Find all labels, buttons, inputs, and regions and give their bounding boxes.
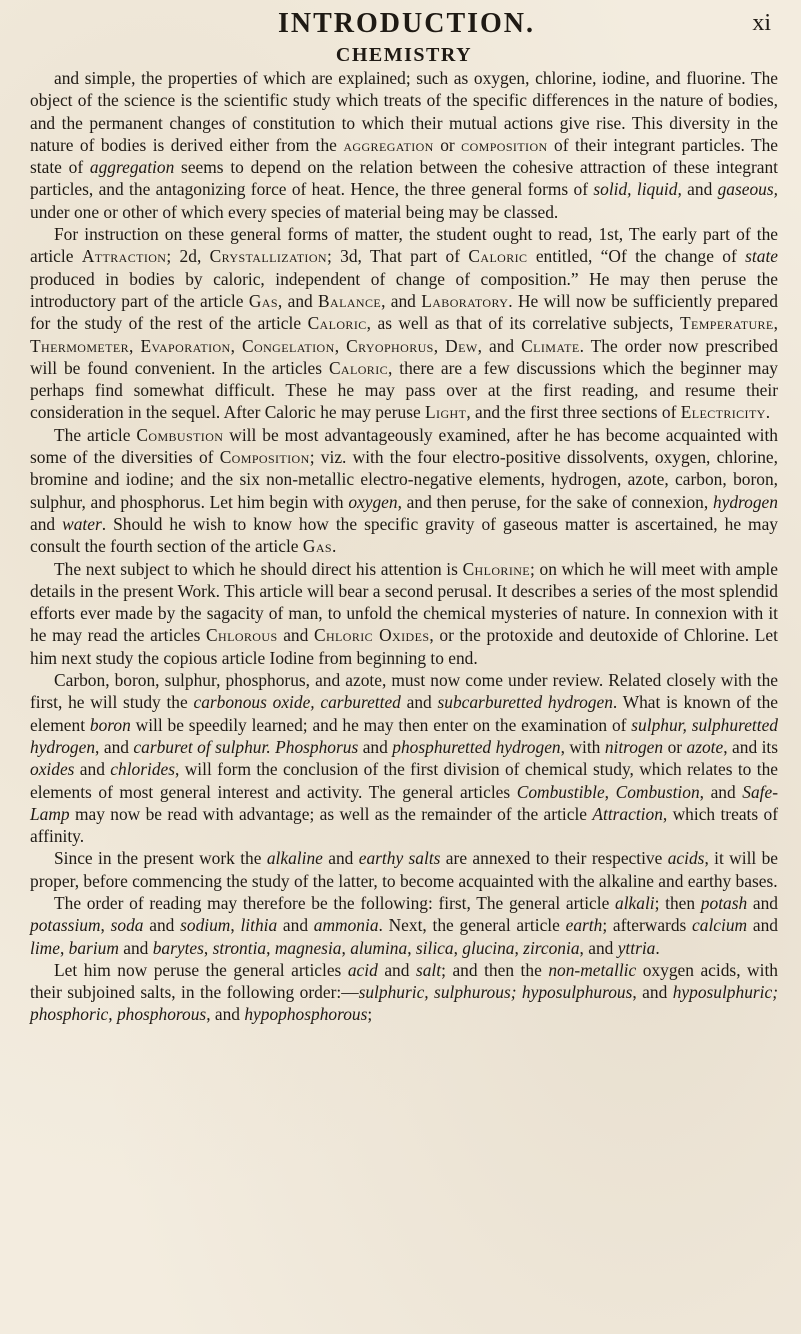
text-run: , and <box>579 937 618 958</box>
text-run: , <box>129 335 141 356</box>
text-run: ammonia <box>313 915 379 936</box>
text-run: Combustion <box>136 424 224 445</box>
text-run: , and <box>381 290 422 311</box>
text-run: chlorides <box>110 759 176 780</box>
text-run: The order of reading may therefore be the following: first, The general article <box>54 892 615 913</box>
paragraph <box>30 669 778 847</box>
text-run: Cryophorus <box>346 335 434 356</box>
text-run: , <box>604 781 616 802</box>
text-run: seems to depend on the relation between the cohesive attraction of these integrant particles, and the antagonizing force of heat. Hence, the three general forms of <box>30 157 778 200</box>
text-run: azote <box>686 736 724 757</box>
text-run: Attraction <box>592 803 663 824</box>
running-head <box>36 8 777 38</box>
text-run: , as well as that of its correlative subjects, <box>366 313 680 334</box>
text-run: calcium <box>692 915 748 936</box>
text-run: soda <box>110 915 144 936</box>
text-run: , will form the conclusion of the first division of chemical study, which relates to the elements of most general interest and activity. The general articles <box>30 759 778 802</box>
text-run: Laboratory <box>421 290 509 311</box>
paragraph <box>30 892 778 959</box>
text-run: gaseous, <box>717 179 778 200</box>
text-run: Electricity <box>680 402 766 423</box>
text-run: Crystallization <box>209 246 327 267</box>
text-run: lime <box>30 937 60 958</box>
text-run: Attraction <box>81 246 167 267</box>
text-run: hyposulphuric; phosphoric, phosphorous <box>30 982 778 1025</box>
text-run: , and <box>277 290 319 311</box>
text-run: and simple, the properties of which are explained; such as oxygen, chlorine, iodine, and fluorine. The object of the science is <box>30 68 778 111</box>
text-run: earth <box>565 915 603 936</box>
text-run: strontia <box>212 937 267 958</box>
text-run: magnesia <box>274 937 342 958</box>
text-run: and <box>377 959 416 980</box>
text-run: water <box>62 513 102 534</box>
text-run: and <box>74 759 111 780</box>
paragraph <box>30 959 778 1026</box>
text-run: Caloric <box>328 357 389 378</box>
text-run: sulphuric, sulphurous; hyposulphurous <box>358 982 633 1003</box>
text-run: glucina <box>462 937 515 958</box>
text-run: , <box>266 937 275 958</box>
text-run: composition <box>461 134 548 155</box>
text-run: , and the first three sections of <box>466 402 681 423</box>
paragraph <box>30 67 778 223</box>
text-run: . He will now be sufficiently prepared for the study of the rest of the article <box>30 290 778 334</box>
text-run: solid, liquid, <box>593 179 682 200</box>
text-run: , <box>230 915 241 936</box>
text-run: of their integrant particles. The state of <box>30 134 778 178</box>
text-run: , <box>203 937 213 958</box>
text-run: , there are a few discussions which the beginner may perhaps find somewhat difficult. These he may pass over at the first reading, and resume their consideration in the sequel. After Caloric he may peruse <box>30 357 779 423</box>
text-run: ; afterwards <box>602 915 693 936</box>
text-run: nitrogen <box>604 736 664 757</box>
text-run: silica <box>415 937 454 958</box>
text-run: potash <box>700 892 748 913</box>
text-run: , <box>334 335 347 356</box>
text-run: Thermometer <box>30 335 130 356</box>
text-run: , and <box>206 1004 245 1025</box>
text-run: Safe-Lamp <box>30 781 778 824</box>
text-run: aggregation <box>343 134 434 155</box>
text-run: . The order now prescribed will be found convenient. In the articles <box>30 335 778 378</box>
text-run: . <box>655 937 660 958</box>
text-run: , <box>341 937 351 958</box>
text-run: ; then <box>654 892 701 913</box>
text-run: For instruction on these general forms of matter, the student ought to read, 1st, The early part of the article <box>30 224 778 267</box>
text-run: Temperature <box>679 313 774 334</box>
paragraph <box>30 223 778 424</box>
text-run: Caloric <box>307 313 367 334</box>
text-run: carbonous oxide, carburetted <box>193 692 401 713</box>
text-run: Light <box>425 402 467 423</box>
text-run: aggregation <box>89 157 175 178</box>
text-run: phosphuretted hydrogen <box>392 736 561 757</box>
text-run: and <box>358 736 393 757</box>
text-run: , <box>230 335 243 356</box>
text-run: , <box>453 937 463 958</box>
text-run: , and its <box>723 736 779 757</box>
text-run: salt <box>415 959 442 980</box>
page-number: xi <box>752 10 771 36</box>
text-run: Chloric Oxides <box>313 625 430 646</box>
text-run: Combustion <box>615 781 700 802</box>
text-run: , and <box>699 781 743 802</box>
text-run: entitled, “Of the change of <box>527 246 746 267</box>
text-run: acid <box>347 959 378 980</box>
text-run: , <box>407 937 416 958</box>
running-title: INTRODUCTION. <box>277 8 536 39</box>
text-run: . <box>765 402 771 423</box>
text-run: , <box>514 937 524 958</box>
text-run: Let him now peruse the general articles <box>54 959 348 980</box>
text-run: the <box>197 90 224 111</box>
text-run: Climate <box>521 335 580 356</box>
text-run: lithia <box>240 915 278 936</box>
paragraph <box>30 847 778 892</box>
text-run: and <box>118 937 153 958</box>
text-run: Caloric <box>468 246 528 267</box>
text-run: ; 2d, <box>166 246 210 267</box>
text-run: . Should he wish to know how the specific gravity of gaseous matter is ascertained, he may consult the fourth section of the article <box>30 513 778 557</box>
text-run: barium <box>68 937 119 958</box>
text-run: , or the protoxide and deutoxide of Chlorine. Let him next study the copious article Iodine from beginning to end. <box>30 625 778 668</box>
text-run: Evaporation <box>140 335 231 356</box>
text-run: . Next, the general article <box>378 915 566 936</box>
paragraph <box>30 424 778 558</box>
text-run: , it will be proper, before commencing the study of the latter, to become acquainted with the alkaline and earthy bases. <box>30 848 779 891</box>
text-run: and <box>277 915 314 936</box>
text-run: , and <box>632 982 673 1003</box>
text-run: sulphur, sulphuretted hydrogen <box>30 714 778 757</box>
text-run: and <box>681 179 718 200</box>
text-run: , and <box>95 736 134 757</box>
text-run: ; <box>367 1004 373 1025</box>
text-run: Gas <box>248 290 278 311</box>
text-run: acids <box>667 848 705 869</box>
text-run: Congelation <box>242 335 335 356</box>
text-run: Balance <box>318 290 382 311</box>
text-run: and <box>30 513 63 534</box>
text-run: zirconia <box>523 937 580 958</box>
text-run: , <box>773 313 779 334</box>
text-run: , with <box>560 736 605 757</box>
text-run: and <box>322 848 359 869</box>
text-run: yttria <box>617 937 656 958</box>
text-run: oxygen <box>348 491 398 512</box>
text-run: and <box>277 625 314 646</box>
text-run: non-metallic <box>548 959 637 980</box>
text-run: alumina <box>350 937 408 958</box>
text-run: will be most advantageously examined, after he has become acquainted with some of the diversities of <box>30 424 778 468</box>
text-run: oxygen acids, with their subjoined salts, in the following order:— <box>30 959 778 1003</box>
text-run: , which treats of affinity. <box>30 803 778 847</box>
text-run: under one or other of which every species of material being may be classed. <box>30 201 559 222</box>
text-run: , <box>59 937 69 958</box>
text-run: , <box>100 915 111 936</box>
text-run: earthy salts <box>358 848 441 869</box>
text-run: produced in bodies by caloric, independent of change of composition.” He may then peruse the introductory part of the article <box>30 268 778 311</box>
text-run: carburet of sulphur. Phosphorus <box>133 736 359 757</box>
text-run: state <box>745 246 779 267</box>
text-run: Composition <box>219 447 310 468</box>
text-run: Chlorine <box>462 558 531 579</box>
text-run: subcarburetted hydrogen <box>437 692 613 713</box>
body-text <box>30 44 778 1026</box>
text-run: ; on which he will meet with ample details in the present Work. This article will bear a second perusal. It describes a series of the most splendid efforts ever made by the sagacity of man, to unfold the chemical mysteries of nature. In connexion with it he may read the articles <box>30 558 778 646</box>
text-run: ; and then the <box>441 959 549 980</box>
text-run: . <box>331 536 337 557</box>
paragraph <box>30 558 778 669</box>
text-run: are annexed to their respective <box>440 848 668 869</box>
text-run: alkali <box>615 892 655 913</box>
text-run: potassium <box>30 915 101 936</box>
text-run: The article <box>54 424 137 445</box>
text-run: scientific study which treats of the specific differences in the nature of bodies, and the permanent changes of constitution to which their mutual actions give rise. This diversity in the nature of bodies is derived either from the <box>30 90 779 155</box>
text-run: . What is known of the element <box>30 692 778 735</box>
section-title: CHEMISTRY <box>335 44 473 66</box>
text-run: oxides <box>30 759 75 780</box>
text-run: or <box>663 736 687 757</box>
text-run: , and then peruse, for the sake of connexion, <box>397 491 713 512</box>
text-run: Carbon, boron, sulphur, phosphorus, and azote, must now come under review. Related closely with the first, he will study the <box>30 670 778 713</box>
text-run: will be speedily learned; and he may then enter on the examination of <box>130 714 632 735</box>
text-run: barytes <box>152 937 204 958</box>
text-run: and <box>400 692 438 713</box>
text-run: , <box>433 335 446 356</box>
text-run: and <box>747 892 778 913</box>
text-run: boron <box>89 714 131 735</box>
text-run: Chlorous <box>206 625 278 646</box>
text-run: and <box>747 915 778 936</box>
text-run: and <box>143 915 181 936</box>
text-run: Dew <box>445 335 478 356</box>
text-run: or <box>433 134 462 155</box>
text-run: ; viz. with the four electro-positive dissolvents, oxygen, chlorine, bromine and iodine; and the six non-metallic electro-negative elements, hydrogen, azote, carbon, boron, sulphur, and phosphorus. Let him begin with <box>30 447 778 512</box>
text-run: Gas <box>302 536 332 557</box>
text-run: ; 3d, That part of <box>326 246 469 267</box>
text-run: alkaline <box>266 848 323 869</box>
text-run: hydrogen <box>712 491 778 512</box>
text-run: Combustible <box>516 781 605 802</box>
text-run: Since in the present work the <box>54 848 267 869</box>
text-run: may now be read with advantage; as well as the remainder of the article <box>69 803 593 824</box>
text-run: hypophosphorous <box>244 1004 368 1025</box>
text-run: , and <box>477 335 522 356</box>
text-run: The next subject to which he should direct his attention is <box>54 558 463 579</box>
text-run: sodium <box>180 915 231 936</box>
